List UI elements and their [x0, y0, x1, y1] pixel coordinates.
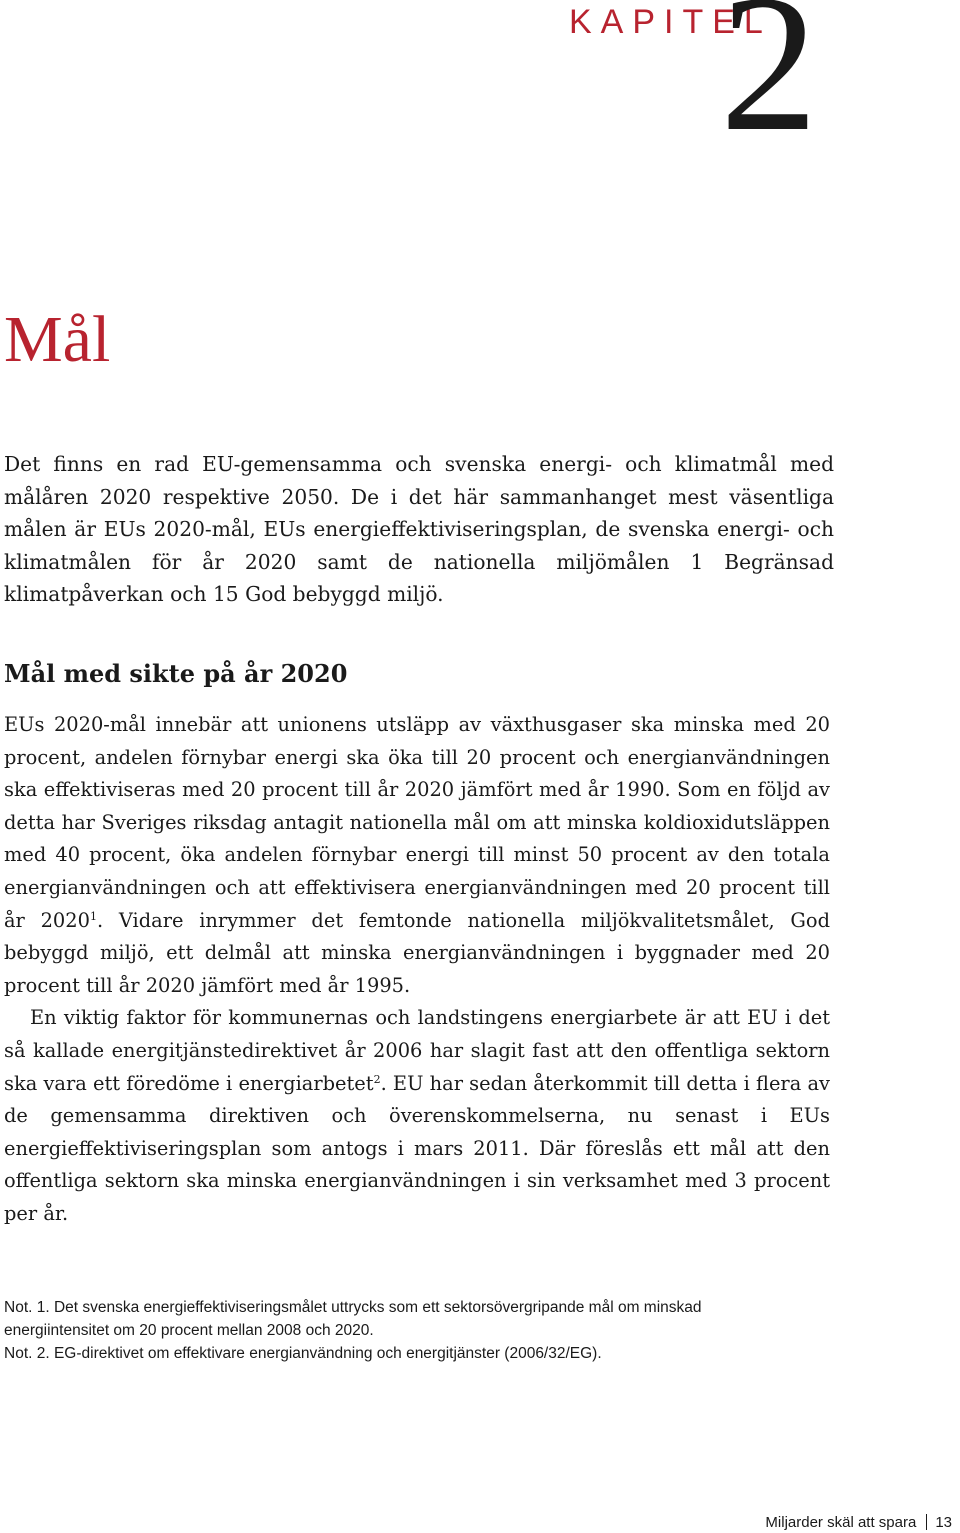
chapter-label: KAPITEL — [569, 3, 772, 41]
section-heading: Mål med sikte på år 2020 — [4, 659, 348, 688]
footer-divider — [926, 1514, 927, 1530]
body-text: . EU har sedan återkommit till detta i flera av de gemensamma direktiven och överenskommelserna, nu senast i EUs energieffektiviseringsplan som antogs i mars 2011. Där föreslås ett mål att den offentliga sektorn ska minska energianvändningen i sin verksamhet med 3 procent per år. — [4, 1071, 830, 1225]
section-body — [4, 709, 830, 1231]
footnote-ref: 2 — [373, 1072, 381, 1086]
footnote: Not. 2. EG-direktivet om effektivare energianvändning och energitjänster (2006/32/EG). — [4, 1345, 602, 1362]
body-text: . Vidare inrymmer det femtonde nationella miljökvalitetsmålet, God bebyggd miljö, ett delmål att minska energianvändningen i byggnader med 20 procent till år 2020 jämfört med år 1995. — [4, 908, 831, 997]
body-paragraph — [4, 709, 830, 1002]
footnote-ref: 1 — [89, 909, 97, 923]
page-number: 13 — [935, 1514, 952, 1531]
publication-title: Miljarder skäl att spara — [765, 1514, 917, 1531]
page-footer — [765, 1514, 952, 1532]
footnotes — [4, 1296, 804, 1365]
footnote: Not. 1. Det svenska energieffektiviseringsmålet uttrycks som ett sektorsövergripande mål om minskad energiintensitet om 20 procent mellan 2008 och 2020. — [4, 1299, 702, 1339]
body-text: En viktig faktor för kommunernas och landstingens energiarbete är att EU i det så kallade energitjänstedirektivet år 2006 har slagit fast att den offentliga sektorn ska vara ett föredöme i energiarbetet — [4, 1006, 830, 1095]
page-title: Mål — [4, 303, 111, 376]
body-text: EUs 2020-mål innebär att unionens utsläpp av växthusgaser ska minska med 20 procent, andelen förnybar energi ska öka till 20 procent och energianvändningen ska effektiviseras med 20 procent till år 2020 jämfört med år 1990. Som en följd av detta har Sveriges riksdag antagit nationella mål om att minska koldioxidutsläppen med 40 procent, öka andelen förnybar energi till minst 50 procent av den totala energianvändningen och att effektivisera energianvändningen med 20 procent till år 2020 — [4, 713, 830, 932]
chapter-number: 2 — [720, 0, 818, 172]
intro-paragraph: Det finns en rad EU-gemensamma och svenska energi- och klimatmål med målåren 2020 respektive 2050. De i det här sammanhanget mest väsentliga målen är EUs 2020-mål, EUs energieffektiviseringsplan, de svenska energi- och klimatmålen för år 2020 samt de nationella miljömålen 1 Begränsad klimatpåverkan och 15 God bebyggd miljö. — [4, 452, 834, 606]
body-paragraph — [4, 1002, 830, 1230]
